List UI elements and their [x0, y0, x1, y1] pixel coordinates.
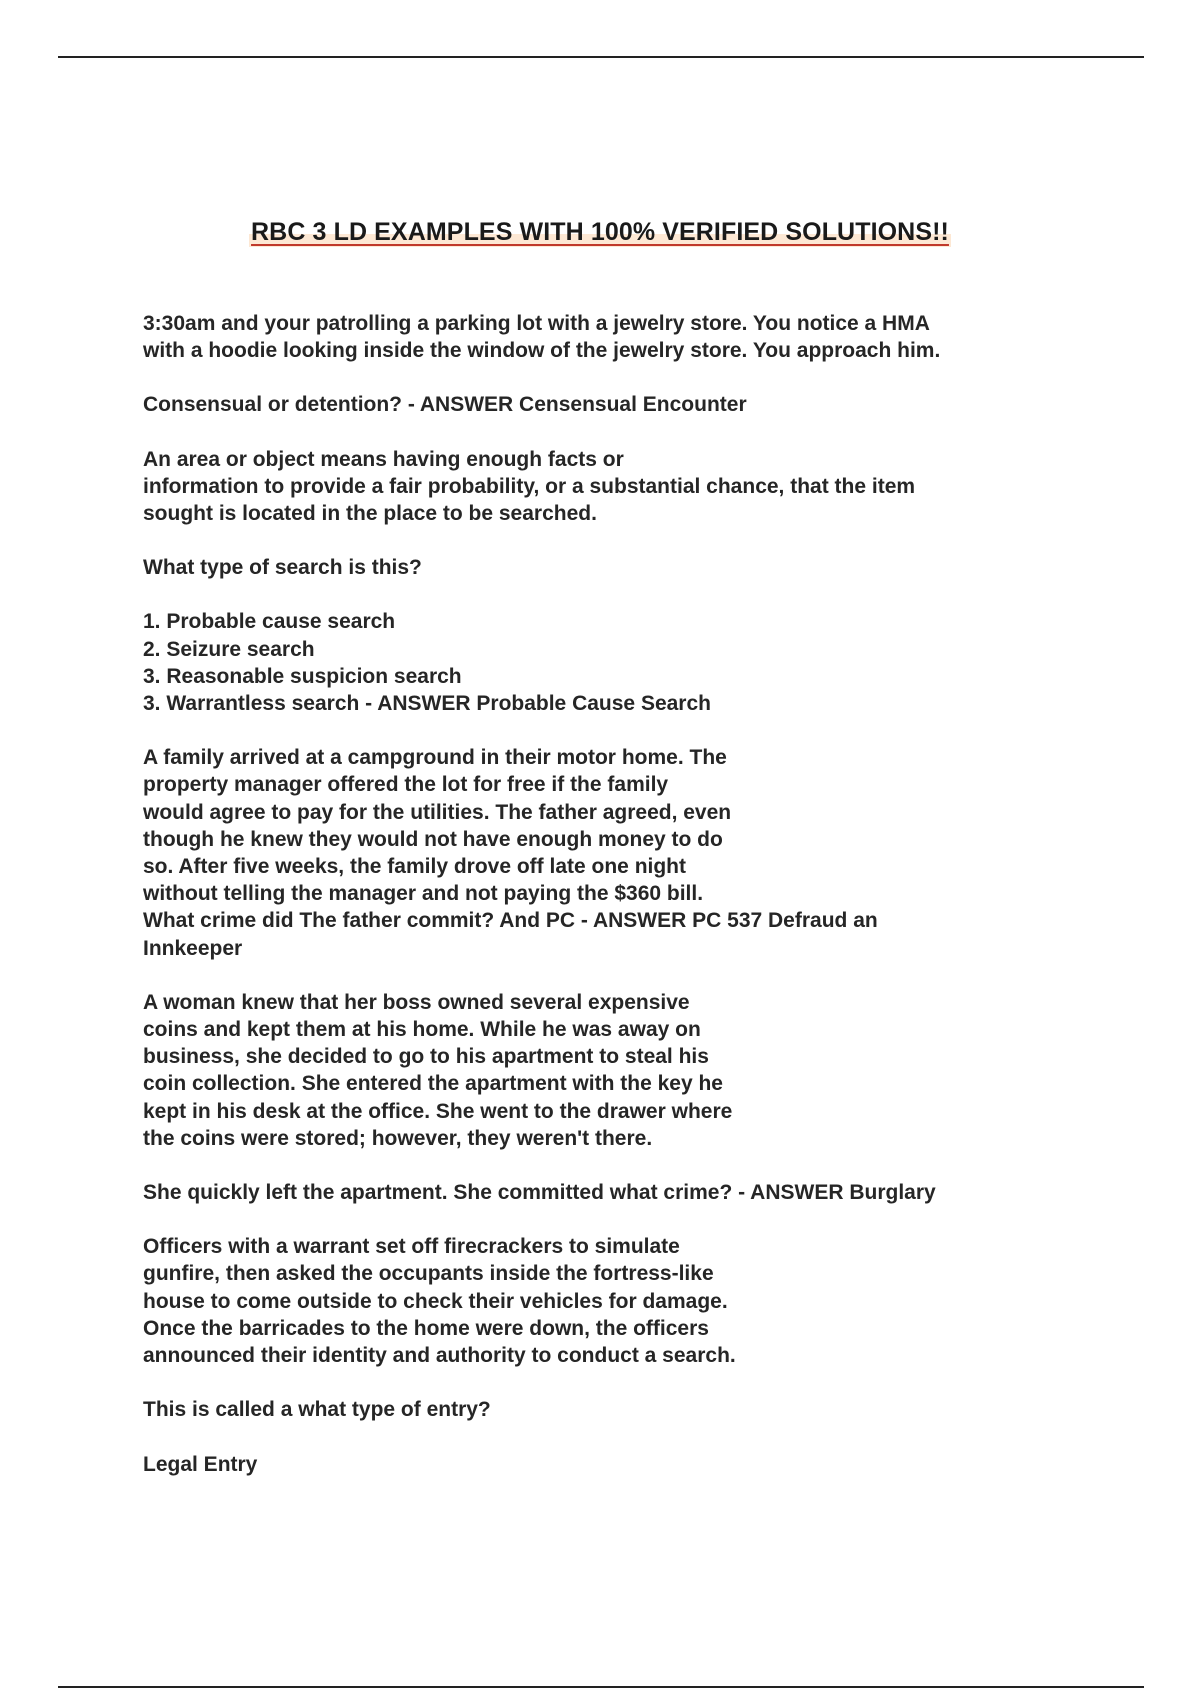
paragraph-gap — [143, 527, 1063, 554]
text-line: sought is located in the place to be searched. — [143, 502, 597, 526]
text-line: An area or object means having enough facts or — [143, 447, 624, 471]
text-line: announced their identity and authority to conduct a search. — [143, 1344, 736, 1368]
paragraph-gap — [143, 1424, 1063, 1451]
paragraph-gap — [143, 962, 1063, 989]
paragraph-gap — [143, 1369, 1063, 1396]
title-container — [0, 218, 1200, 247]
bottom-rule — [58, 1686, 1144, 1688]
text-line: A woman knew that her boss owned several expensive — [143, 990, 690, 1014]
text-line: 3:30am and your patrolling a parking lot with a jewelry store. You notice a HMA — [143, 312, 930, 335]
text-line: 3. Reasonable suspicion search — [143, 664, 462, 688]
text-line: business, she decided to go to his apartment to steal his — [143, 1045, 709, 1069]
text-line: This is called a what type of entry? — [143, 1398, 491, 1422]
paragraph — [143, 1396, 1063, 1423]
text-line: information to provide a fair probability, or a substantial chance, that the item — [143, 474, 916, 498]
text-line: would agree to pay for the utilities. The father agreed, even — [143, 800, 732, 824]
text-line: with a hoodie looking inside the window of the jewelry store. You approach him. — [143, 339, 941, 363]
paragraph — [143, 391, 1063, 418]
top-rule — [58, 56, 1144, 58]
text-line: property manager offered the lot for free if the family — [143, 773, 669, 797]
paragraph — [143, 1179, 1063, 1206]
paragraph — [143, 1451, 1063, 1478]
text-line: A family arrived at a campground in their motor home. The — [143, 746, 727, 770]
text-line: Innkeeper — [143, 936, 243, 960]
text-line: 3. Warrantless search - ANSWER Probable Cause Search — [143, 692, 711, 716]
text-line: gunfire, then asked the occupants inside the fortress-like — [143, 1262, 714, 1286]
text-line: What type of search is this? — [143, 556, 422, 580]
text-line: without telling the manager and not paying the $360 bill. — [143, 882, 704, 906]
paragraph-gap — [143, 717, 1063, 744]
text-line: What crime did The father commit? And PC - ANSWER PC 537 Defraud an — [143, 909, 878, 933]
text-line: coins and kept them at his home. While he was away on — [143, 1018, 701, 1042]
paragraph — [143, 1233, 1063, 1369]
text-line: the coins were stored; however, they weren't there. — [143, 1126, 653, 1150]
document-body — [143, 310, 1063, 1478]
paragraph — [143, 744, 1063, 962]
text-line: coin collection. She entered the apartment with the key he — [143, 1072, 723, 1096]
paragraph-gap — [143, 581, 1063, 608]
paragraph-gap — [143, 1206, 1063, 1233]
paragraph-gap — [143, 1152, 1063, 1179]
paragraph — [143, 554, 1063, 581]
text-line: house to come outside to check their vehicles for damage. — [143, 1289, 728, 1313]
text-line: so. After five weeks, the family drove off late one night — [143, 855, 687, 879]
text-line: Legal Entry — [143, 1452, 258, 1476]
paragraph — [143, 310, 1063, 364]
paragraph — [143, 608, 1063, 717]
text-line: She quickly left the apartment. She committed what crime? - ANSWER Burglary — [143, 1181, 936, 1205]
paragraph-gap — [143, 419, 1063, 446]
text-line: kept in his desk at the office. She went to the drawer where — [143, 1099, 733, 1123]
text-line: 2. Seizure search — [143, 637, 315, 661]
paragraph — [143, 989, 1063, 1152]
text-line: Consensual or detention? - ANSWER Censensual Encounter — [143, 393, 747, 417]
paragraph — [143, 446, 1063, 528]
paragraph-gap — [143, 364, 1063, 391]
text-line: 1. Probable cause search — [143, 610, 396, 634]
text-line: though he knew they would not have enough money to do — [143, 827, 723, 851]
text-line: Once the barricades to the home were down, the officers — [143, 1316, 709, 1340]
text-line: Officers with a warrant set off firecrackers to simulate — [143, 1235, 680, 1259]
document-title: RBC 3 LD EXAMPLES WITH 100% VERIFIED SOLUTIONS!! — [251, 218, 949, 246]
